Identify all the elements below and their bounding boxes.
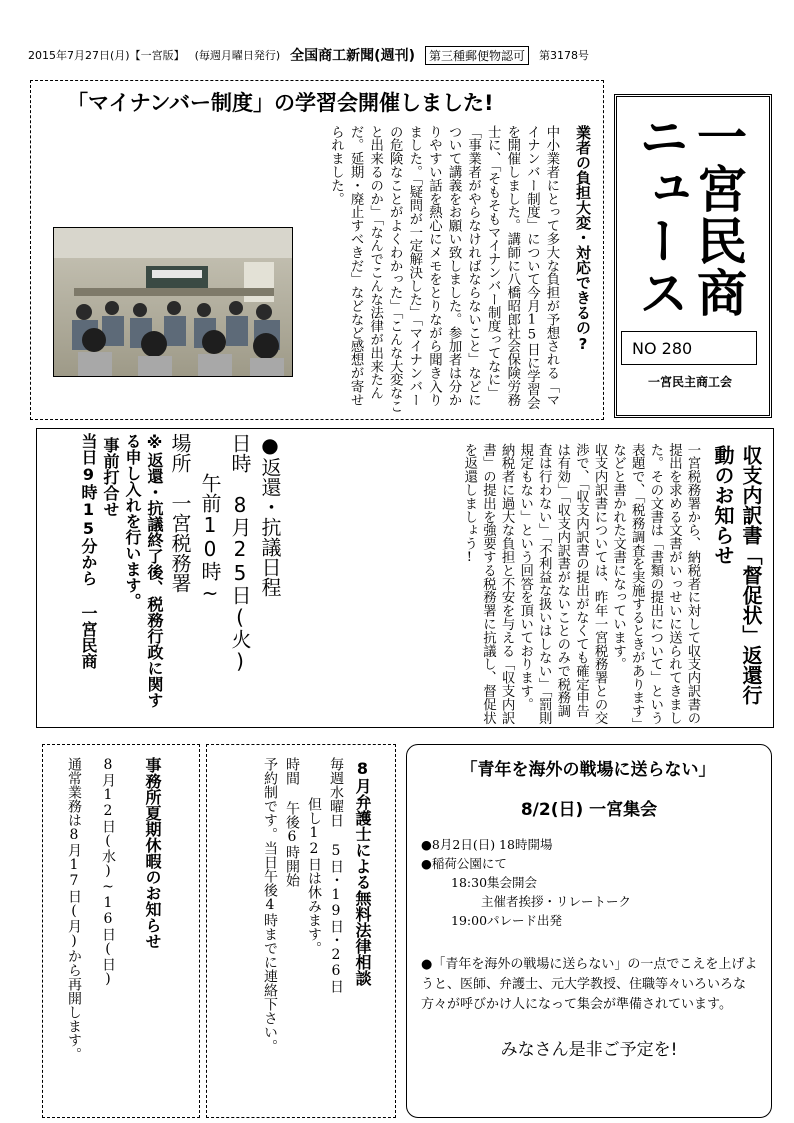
rally-item: ●8月2日(日) 18時開場 [421, 837, 553, 852]
meeting-photo [54, 228, 292, 376]
rally-notice [406, 744, 772, 1118]
newspaper-name: 全国商工新聞(週刊) [290, 48, 415, 64]
schedule-prep: 当日9時15分から 一宮民商 [79, 433, 98, 669]
schedule-time: 午前10時~ [198, 473, 222, 605]
resume-date: 通常業務は8月17日(月)から再開します。 [66, 757, 82, 1061]
publish-frequency: (毎週月曜日発行) [194, 49, 281, 62]
schedule-note: ※返還・抗議終了後、税務行政に関する申し入れを行います。 [123, 433, 164, 708]
mynumber-article [30, 80, 604, 420]
rally-closing: みなさん是非ご予定を! [500, 1040, 678, 1060]
article-body [371, 443, 701, 725]
holiday-period: 8月12日(水)~16日(日) [100, 757, 116, 987]
consult-exception: 但し12日は休みます。 [306, 797, 322, 955]
legal-consultation-notice [206, 744, 396, 1118]
office-holiday-notice [42, 744, 200, 1118]
issue-number: 第3178号 [538, 49, 589, 62]
article-paragraph: 中小業者にとって多大な負担が予想される「マイナンバー制度」について今月15日に学習会を開催しました。講師に八橋昭郎社会保険労務士に、「そもそもマイナンバー制度ってなに」「事業者がやらなければならないこと」などについて講義をお願い致しました。参加者は分かりやすい話を熱心にメモをとりながら聞き入りました。「疑問が一定解決した」「マイナンバーの危険なことがよくわかった」「こんな大変なこと出来るのか」「なんでこんな法律が出来たんだ。延期・廃止すべきだ」などなど感想が寄せられました。 [328, 125, 559, 414]
schedule-block [77, 433, 285, 723]
masthead [614, 94, 772, 418]
page-header [28, 44, 768, 66]
article-paragraph: 収支内訳書については、昨年一宮税務署との交渉で、「収支内訳書の提出がなくても確定申告は有効」「収支内訳書がないことのみで税務調査は行わない」「不利益な扱いはしない」「罰則規定もない」という回答を頂いております。 [517, 443, 608, 725]
consult-reservation: 予約制です。当日午後4時までに連絡下さい。 [262, 757, 278, 1053]
rally-item: 18:30集会開会 [451, 875, 538, 890]
schedule-heading: ●返還・抗議日程 [258, 433, 282, 597]
issue-date: 2015年7月27日(月)【一宮版】 [28, 49, 185, 62]
meeting-photo-icon [53, 227, 293, 377]
schedule-place: 場所 一宮税務署 [168, 433, 192, 593]
notice-title: 8月弁護士による無料法律相談 [353, 759, 372, 986]
tax-notice-article [36, 428, 774, 728]
rally-items [421, 835, 761, 930]
rally-item: ●稲荷公園にて [421, 856, 507, 871]
rally-date: 8/2(日) 一宮集会 [520, 800, 658, 820]
schedule-prep-label: 事前打合せ [101, 437, 120, 517]
rally-description: ●「青年を海外の戦場に送らない」の一点でこえを上げようと、医師、弁護士、元大学教授、住職等々いろいろな方々が呼びかけ人になって集会が準備されています。 [421, 957, 758, 1012]
consult-days: 毎週水曜日 5日・19日・26日 [328, 757, 344, 993]
masthead-number: NO 280 [621, 331, 757, 365]
rally-item: 主催者挨拶・リレートーク [481, 894, 632, 909]
schedule-date: 日時 8月25日(火) [228, 433, 252, 673]
article-paragraph: 納税者に過大な負担と不安を与える「収支内訳書」の提出を強要する税務署に抗議し、督促状を返還しましょう! [461, 443, 515, 725]
notice-title: 事務所夏期休暇のお知らせ [143, 757, 162, 949]
masthead-publisher: 一宮民主商工会 [647, 375, 732, 389]
article-paragraph: 一宮税務署から、納税者に対して収支内訳書の提出を求める文書がいっせいに送られてきました。その文書は「書類の提出について」という表題で、「税務調査を実施するときがあります」などと書かれた文書になっています。 [610, 443, 700, 725]
rally-item: 19:00パレード出発 [451, 913, 563, 928]
rally-title: 「青年を海外の戦場に送らない」 [460, 760, 716, 780]
notice-body [259, 757, 347, 1107]
article-title: 「マイナンバー制度」の学習会開催しました! [67, 91, 494, 115]
masthead-title: 一宮民商ニュース [631, 111, 747, 319]
consult-time: 時間 午後6時開始 [284, 757, 300, 887]
article-headline: 業者の負担大変・対応できるの? [574, 125, 592, 353]
article-title: 収支内訳書「督促状」返還行動のお知らせ [711, 445, 763, 705]
postal-permit: 第三種郵便物認可 [425, 46, 529, 65]
notice-body [63, 757, 119, 1107]
